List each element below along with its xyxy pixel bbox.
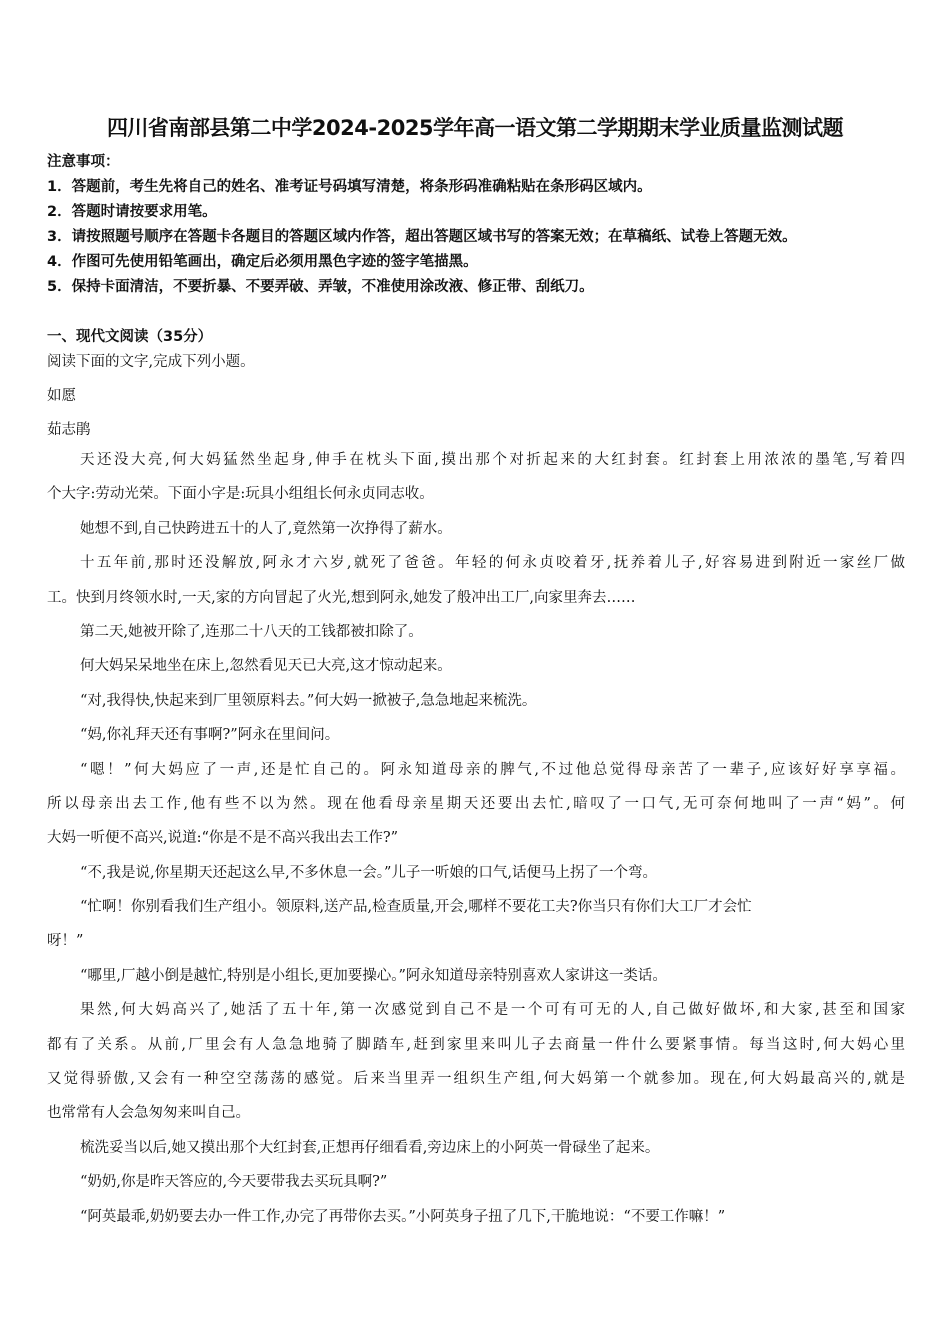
article-line: “奶奶,你是昨天答应的,今天要带我去买玩具啊?” — [80, 1174, 388, 1191]
document-title: 四川省南部县第二中学2024-2025学年高一语文第二学期期末学业质量监测试题 — [106, 116, 844, 140]
note-item: 4．作图可先使用铅笔画出，确定后必须用黑色字迹的签字笔描黑。 — [47, 254, 478, 270]
article-line: 她想不到,自己快跨进五十的人了,竟然第一次挣得了薪水。 — [80, 520, 452, 537]
article-line: “忙啊！你别看我们生产组小。领原料,送产品,检查质量,开会,哪样不要花工夫?你当只有你们大工厂才会忙 — [80, 899, 752, 916]
notes-section — [47, 150, 797, 300]
article-title: 如愿 — [47, 388, 76, 404]
article-line: “妈,你礼拜天还有事啊?”阿永在里间问。 — [80, 727, 340, 744]
article-line: 大妈一听便不高兴,说道:“你是不是不高兴我出去工作?” — [47, 830, 399, 847]
article-line: 也常常有人会急匆匆来叫自己。 — [47, 1105, 250, 1122]
article-line: 第二天,她被开除了,连那二十八天的工钱都被扣除了。 — [80, 623, 423, 640]
article-line: 都有了关系。从前,厂里会有人急急地骑了脚踏车,赶到家里来叫儿子去商量一件什么要紧事情。每当这时,何大妈心里 — [47, 1036, 905, 1053]
article-body — [47, 443, 905, 1234]
article-line: 呀！” — [47, 933, 84, 950]
article-line: 天还没大亮,何大妈猛然坐起身,伸手在枕头下面,摸出那个对折起来的大红封套。红封套上用浓浓的墨笔,写着四 — [80, 452, 905, 468]
article-line: 个大字:劳动光荣。下面小字是:玩具小组组长何永贞同志收。 — [47, 486, 434, 503]
article-line: 梳洗妥当以后,她又摸出那个大红封套,正想再仔细看看,旁边床上的小阿英一骨碌坐了起来。 — [80, 1139, 660, 1156]
note-item: 2．答题时请按要求用笔。 — [47, 204, 217, 220]
article-line: 何大妈呆呆地坐在床上,忽然看见天已大亮,这才惊动起来。 — [80, 658, 452, 675]
article-line: “阿英最乖,奶奶要去办一件工作,办完了再带你去买。”小阿英身子扭了几下,干脆地说：“不要工作嘛！” — [80, 1208, 726, 1225]
article-line: 十五年前,那时还没解放,阿永才六岁,就死了爸爸。年轻的何永贞咬着牙,抚养着儿子,好容易进到附近一家丝厂做 — [80, 555, 905, 572]
section-instruction: 阅读下面的文字,完成下列小题。 — [47, 354, 255, 370]
article-author: 茹志鹃 — [47, 422, 91, 438]
note-item: 1．答题前，考生先将自己的姓名、准考证号码填写清楚，将条形码准确粘贴在条形码区域内。 — [47, 179, 652, 195]
article-line: “哪里,厂越小倒是越忙,特别是小组长,更加要操心。”阿永知道母亲特别喜欢人家讲这一类话。 — [80, 967, 667, 984]
article-line: 果然,何大妈高兴了,她活了五十年,第一次感觉到自己不是一个可有可无的人,自己做好做坏,和大家,甚至和国家 — [80, 1002, 905, 1019]
note-item: 3．请按照题号顺序在答题卡各题目的答题区域内作答，超出答题区域书写的答案无效；在草稿纸、试卷上答题无效。 — [47, 229, 797, 245]
article-line: 所以母亲出去工作,他有些不以为然。现在他看母亲星期天还要出去忙,暗叹了一口气,无可奈何地叫了一声“妈”。何 — [47, 795, 905, 812]
note-item: 5．保持卡面清洁，不要折暴、不要弄破、弄皱，不准使用涂改液、修正带、刮纸刀。 — [47, 279, 594, 295]
notes-heading: 注意事项： — [47, 154, 120, 170]
article-line: “对,我得快,快起来到厂里领原料去。”何大妈一掀被子,急急地起来梳洗。 — [80, 692, 537, 709]
article-line: “嗯！”何大妈应了一声,还是忙自己的。阿永知道母亲的脾气,不过他总觉得母亲苦了一辈子,应该好好享享福。 — [80, 761, 905, 778]
section-heading: 一、现代文阅读（35分） — [47, 329, 213, 345]
article-line: 工。快到月终领水时,一天,家的方向冒起了火光,想到阿永,她发了般冲出工厂,向家里奔去…… — [47, 589, 636, 606]
article-line: “不,我是说,你星期天还起这么早,不多休息一会。”儿子一听娘的口气,话便马上拐了一个弯。 — [80, 864, 658, 881]
article-line: 又觉得骄傲,又会有一种空空荡荡的感觉。后来当里弄一组织生产组,何大妈第一个就参加。现在,何大妈最高兴的,就是 — [47, 1071, 905, 1088]
